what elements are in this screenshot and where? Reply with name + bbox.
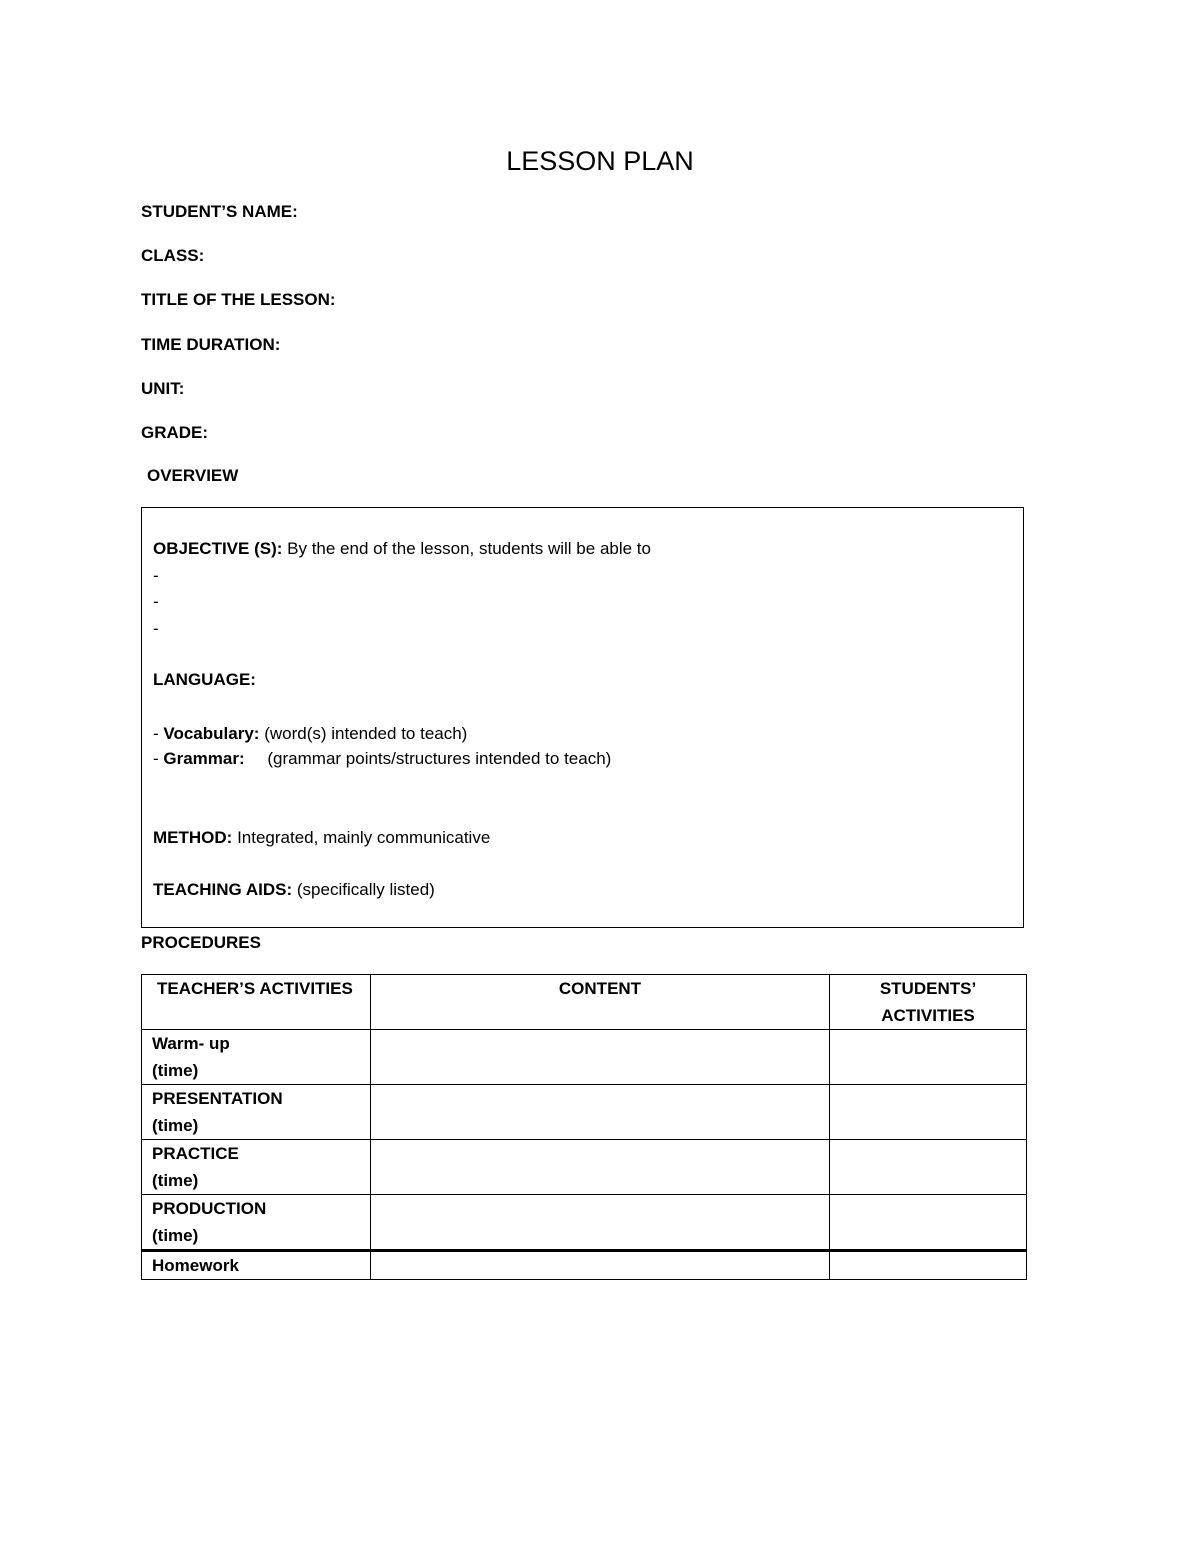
table-row: [142, 1140, 1027, 1195]
method-line: [153, 827, 490, 849]
content-cell[interactable]: [371, 1140, 830, 1195]
homework-students-cell[interactable]: [830, 1251, 1027, 1280]
language-label: LANGUAGE:: [153, 670, 256, 689]
objective-bullet: -: [153, 619, 159, 638]
teaching-aids-text: (specifically listed): [296, 880, 435, 899]
objective-line: [153, 538, 651, 560]
objective-label: OBJECTIVE (S):: [153, 539, 283, 558]
objective-text: By the end of the lesson, students will be able to: [287, 539, 651, 558]
field-lesson-title: TITLE OF THE LESSON:: [141, 290, 336, 309]
method-label: METHOD:: [153, 828, 233, 847]
table-row: [142, 1030, 1027, 1085]
grammar-prefix: -: [153, 749, 164, 768]
stage-cell: [142, 1195, 371, 1251]
homework-content-cell[interactable]: [371, 1251, 830, 1280]
homework-row: [142, 1251, 1027, 1280]
students-activities-cell[interactable]: [830, 1140, 1027, 1195]
vocabulary-text: (word(s) intended to teach): [264, 724, 468, 743]
table-header-row: [142, 975, 1027, 1030]
students-activities-cell[interactable]: [830, 1085, 1027, 1140]
teaching-aids-label: TEACHING AIDS:: [153, 880, 293, 899]
content-cell[interactable]: [371, 1030, 830, 1085]
homework-label: Homework: [142, 1251, 371, 1280]
field-students-name: STUDENT’S NAME:: [141, 202, 298, 221]
content-cell[interactable]: [371, 1085, 830, 1140]
stage-cell: [142, 1140, 371, 1195]
field-unit: UNIT:: [141, 379, 185, 398]
field-class: CLASS:: [141, 246, 205, 265]
table-row: [142, 1195, 1027, 1251]
content-cell[interactable]: [371, 1195, 830, 1251]
students-activities-cell[interactable]: [830, 1030, 1027, 1085]
table-row: [142, 1085, 1027, 1140]
objective-bullet: -: [153, 566, 159, 585]
overview-box: [141, 507, 1024, 928]
objective-bullet: -: [153, 592, 159, 611]
stage-time: (time): [152, 1061, 199, 1080]
teaching-aids-line: [153, 879, 435, 901]
procedures-table: [141, 974, 1027, 1280]
stage-time: (time): [152, 1171, 199, 1190]
stage-name: PRODUCTION: [152, 1199, 267, 1218]
students-activities-cell[interactable]: [830, 1195, 1027, 1251]
grammar-line: [153, 748, 611, 770]
method-text: Integrated, mainly communicative: [237, 828, 491, 847]
grammar-text: (grammar points/structures intended to teach): [267, 749, 612, 768]
page-title: LESSON PLAN: [506, 146, 694, 176]
stage-time: (time): [152, 1116, 199, 1135]
stage-cell: [142, 1085, 371, 1140]
overview-heading: OVERVIEW: [147, 466, 239, 485]
vocabulary-line: [153, 723, 467, 745]
header-content: CONTENT: [371, 975, 830, 1030]
grammar-label: Grammar:: [163, 749, 245, 768]
procedures-heading: PROCEDURES: [141, 933, 261, 952]
field-time-duration: TIME DURATION:: [141, 335, 281, 354]
language-line: [153, 669, 256, 691]
vocabulary-label: Vocabulary:: [163, 724, 260, 743]
stage-time: (time): [152, 1226, 199, 1245]
header-students-activities: STUDENTS’ ACTIVITIES: [830, 975, 1027, 1030]
stage-name: PRESENTATION: [152, 1089, 283, 1108]
stage-cell: [142, 1030, 371, 1085]
vocabulary-prefix: -: [153, 724, 164, 743]
stage-name: PRACTICE: [152, 1144, 239, 1163]
stage-name: Warm- up: [152, 1034, 230, 1053]
field-grade: GRADE:: [141, 423, 209, 442]
header-teachers-activities: TEACHER’S ACTIVITIES: [142, 975, 371, 1030]
